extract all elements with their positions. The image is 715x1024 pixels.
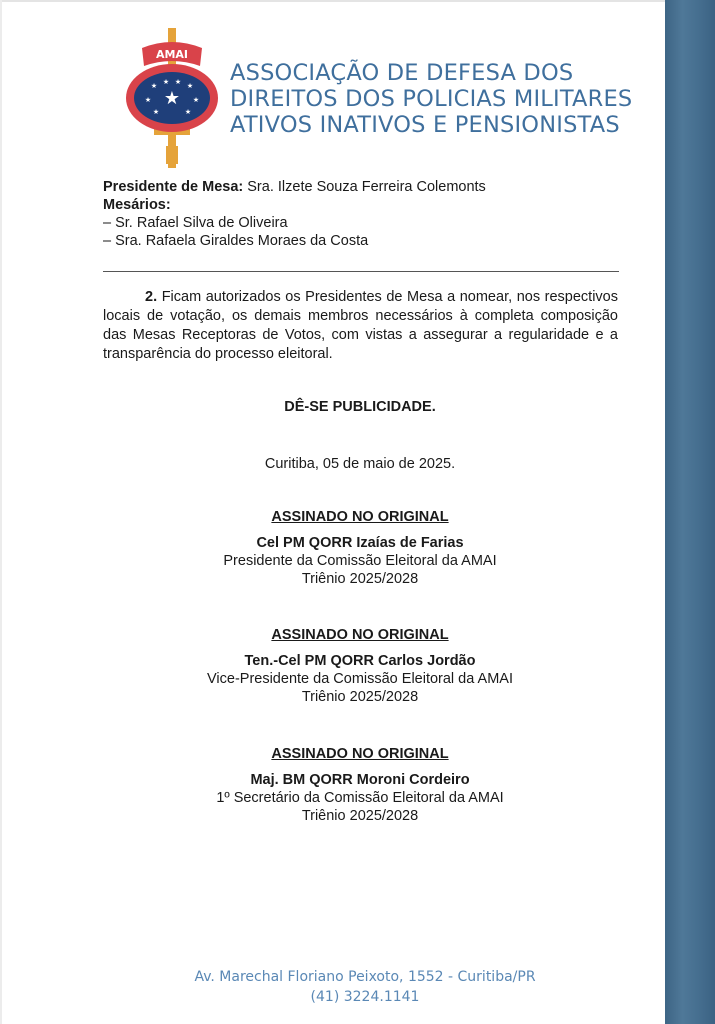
polling-board-roster [103,178,486,250]
mesario-item: – Sra. Rafaela Giraldes Moraes da Costa [103,233,369,249]
svg-text:★: ★ [163,88,181,109]
item-paragraph [103,288,618,364]
mesario-item: – Sr. Rafael Silva de Oliveira [103,215,288,231]
svg-text:★: ★ [186,82,194,90]
page-edge-left [0,0,2,1024]
side-color-band [665,0,715,1024]
signer-name: Ten.-Cel PM QORR Carlos Jordão [244,653,476,669]
signer-role: 1º Secretário da Comissão Eleitoral da AMAI [216,790,504,806]
svg-text:★: ★ [184,108,192,116]
svg-text:★: ★ [152,108,160,116]
page-edge-top [0,0,665,2]
signer-role: Presidente da Comissão Eleitoral da AMAI [223,553,497,569]
org-name-line-2: DIREITOS DOS POLICIAS MILITARES [230,86,633,112]
signer-name: Cel PM QORR Izaías de Farias [256,535,464,551]
signature-block [102,745,618,825]
footer-phone: (41) 3224.1141 [310,989,420,1005]
signature-label: ASSINADO NO ORIGINAL [271,509,449,525]
signer-term: Triênio 2025/2028 [301,808,419,824]
signer-term: Triênio 2025/2028 [301,571,419,587]
org-name-line-3: ATIVOS INATIVOS E PENSIONISTAS [230,112,620,138]
org-name-line-1: ASSOCIAÇÃO DE DEFESA DOS [230,60,574,86]
logo-ribbon-text: AMAI [155,48,189,61]
signature-label: ASSINADO NO ORIGINAL [271,627,449,643]
section-divider [103,271,619,272]
president-line [103,178,486,196]
signer-name: Maj. BM QORR Moroni Cordeiro [250,772,470,788]
svg-text:★: ★ [174,78,182,86]
item-number: 2. [145,289,158,305]
signer-term: Triênio 2025/2028 [301,689,419,705]
organization-name [230,60,632,138]
svg-text:★: ★ [144,96,152,104]
signature-block [102,626,618,706]
item-text: Ficam autorizados os Presidentes de Mesa a nomear, nos respectivos locais de votação, os demais membros necessários à completa composição das Mesas Receptoras de Votos, com vistas a assegurar a regularidade e a transparência do processo eleitoral. [103,289,618,362]
svg-text:★: ★ [150,82,158,90]
svg-text:★: ★ [162,78,170,86]
president-name: Sra. Ilzete Souza Ferreira Colemonts [247,179,486,195]
svg-text:★: ★ [192,96,200,104]
signature-label: ASSINADO NO ORIGINAL [271,746,449,762]
president-label: Presidente de Mesa: [103,179,244,195]
publication-order: DÊ-SE PUBLICIDADE. [284,399,436,415]
signature-block [102,508,618,588]
footer-address: Av. Marechal Floriano Peixoto, 1552 - Curitiba/PR [194,969,536,985]
amai-logo [120,28,224,168]
place-date: Curitiba, 05 de maio de 2025. [264,456,456,472]
mesarios-label: Mesários: [103,197,171,213]
signer-role: Vice-Presidente da Comissão Eleitoral da AMAI [207,671,513,687]
